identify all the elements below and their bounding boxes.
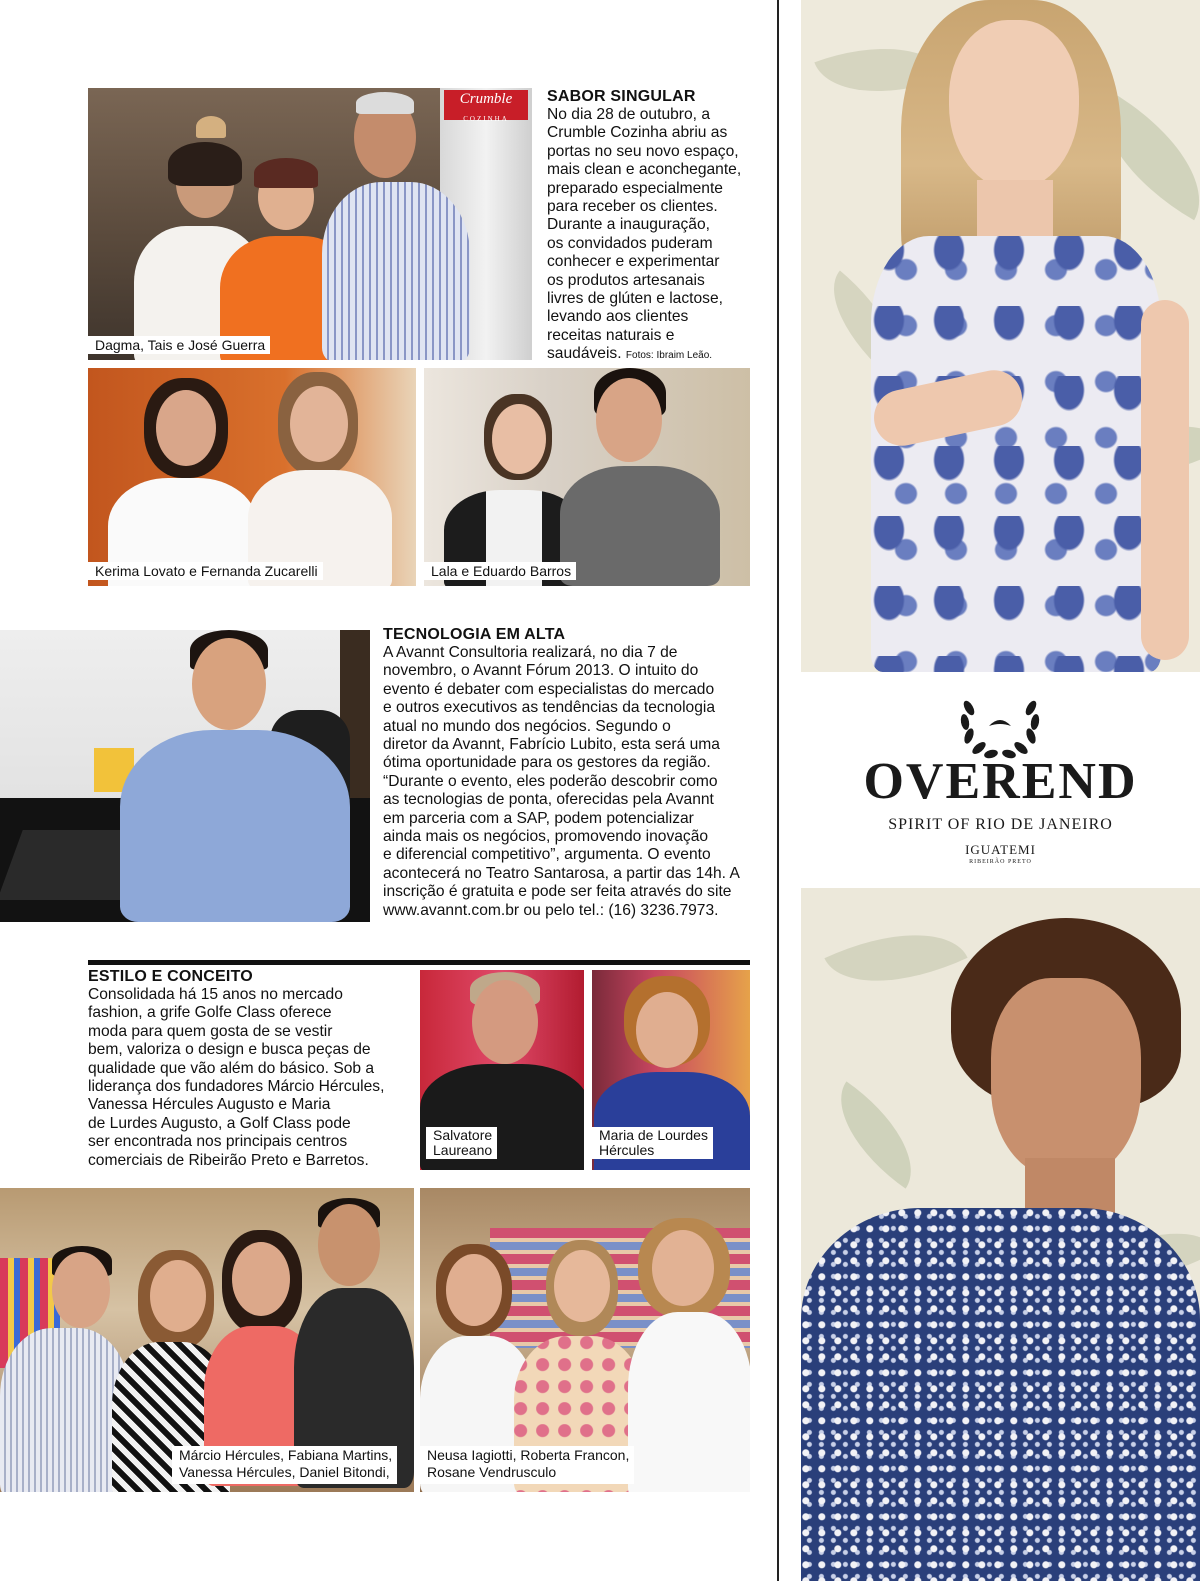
brand-name: OVEREND	[863, 753, 1138, 810]
sabor-body	[547, 106, 767, 345]
sabor-line: os produtos artesanais	[547, 271, 705, 289]
tecnologia-line: em parceria com a SAP, podem potencializar	[383, 809, 694, 827]
estilo-line: moda para quem gosta de se vestir	[88, 1022, 333, 1040]
caption-group2: Neusa Iagiotti, Roberta Francon, Rosane Vendrusculo	[420, 1446, 634, 1484]
caption-photo2: Kerima Lovato e Fernanda Zucarelli	[88, 562, 323, 580]
tecnologia-line: diretor da Avannt, Fabrício Lubito, esta será uma	[383, 736, 720, 754]
sabor-line: Durante a inauguração,	[547, 216, 710, 234]
tecnologia-line: novembro, o Avannt Fórum 2013. O intuito do	[383, 662, 699, 680]
caption-maria: Maria de Lourdes Hércules	[592, 1127, 713, 1159]
tecnologia-body	[383, 644, 755, 920]
estilo-line: Vanessa Hércules Augusto e Maria	[88, 1096, 331, 1114]
photo-maria-de-lourdes	[592, 970, 750, 1170]
model-shirt-floral	[801, 1208, 1200, 1581]
photo-credit: Fotos: Ibraim Leão.	[625, 350, 713, 362]
photo-fabricio-desk	[0, 630, 370, 922]
photo-dagma-tais-jose	[88, 88, 532, 360]
estilo-line: liderança dos fundadores Márcio Hércules,	[88, 1078, 385, 1096]
estilo-body	[88, 986, 408, 1170]
article-estilo	[88, 968, 408, 1170]
estilo-line: Consolidada há 15 anos no mercado	[88, 986, 343, 1003]
crumble-sign: Crumble COZINHA	[444, 90, 528, 120]
tecnologia-line: “Durante o evento, eles poderão descobrir como	[383, 772, 718, 790]
tecnologia-line: ainda mais os negócios, promovendo inovação	[383, 828, 709, 846]
model-face	[949, 20, 1079, 190]
estilo-line: fashion, a grife Golfe Class oferece	[88, 1004, 332, 1022]
sabor-line: No dia 28 de outubro, a	[547, 106, 710, 123]
overend-logo	[801, 680, 1200, 880]
tecnologia-line: A Avannt Consultoria realizará, no dia 7 de	[383, 644, 678, 661]
sabor-line: portas no seu novo espaço,	[547, 142, 739, 160]
photo-group-neusa	[420, 1188, 750, 1492]
tecnologia-line: atual no mundo dos negócios. Segundo o	[383, 717, 671, 735]
ad-photo-woman	[801, 0, 1200, 672]
sabor-line: mais clean e aconchegante,	[547, 161, 742, 179]
brand-tagline: SPIRIT OF RIO DE JANEIRO	[888, 816, 1113, 833]
sabor-line: receitas naturais e	[547, 326, 675, 344]
estilo-line: qualidade que vão além do básico. Sob a	[88, 1059, 375, 1077]
tecnologia-line: as tecnologias de ponta, oferecidas pela Avannt	[383, 791, 714, 809]
sabor-line: os convidados puderam	[547, 234, 713, 252]
lamp	[196, 116, 226, 138]
sabor-line: conhecer e experimentar	[547, 253, 720, 271]
sabor-line: livres de glúten e lactose,	[547, 290, 723, 308]
photo-lala-eduardo	[424, 368, 750, 586]
page-divider	[777, 0, 779, 1581]
brand-city: RIBEIRÃO PRETO	[969, 859, 1032, 865]
heading-estilo: ESTILO E CONCEITO	[88, 968, 253, 985]
caption-group1: Márcio Hércules, Fabiana Martins, Vanessa Hércules, Daniel Bitondi,	[172, 1446, 397, 1484]
article-tecnologia	[383, 626, 755, 920]
photo-salvatore	[420, 970, 584, 1170]
sabor-line: Crumble Cozinha abriu as	[547, 124, 728, 142]
tecnologia-line: ótima oportunidade para os gestores da região.	[383, 754, 711, 772]
model-face-man	[991, 978, 1141, 1178]
photo-group-marcio	[0, 1188, 414, 1492]
tecnologia-line: e diferencial competitivo”, argumenta. O evento	[383, 846, 711, 864]
tecnologia-line: evento é debater com especialistas do mercado	[383, 680, 715, 698]
estilo-line: ser encontrada nos principais centros	[88, 1133, 348, 1151]
article-sabor-singular	[547, 88, 767, 366]
sabor-line: levando aos clientes	[547, 308, 689, 326]
sabor-line: para receber os clientes.	[547, 198, 718, 216]
section-rule	[88, 960, 750, 965]
tecnologia-line: acontecerá no Teatro Santarosa, a partir das 14h. A	[383, 864, 740, 882]
model-top-paisley	[871, 236, 1161, 672]
estilo-line: comerciais de Ribeirão Preto e Barretos.	[88, 1151, 369, 1169]
tecnologia-line: www.avannt.com.br ou pelo tel.: (16) 3236.7973.	[383, 901, 719, 919]
estilo-line: de Lurdes Augusto, a Golf Class pode	[88, 1114, 351, 1132]
brand-location: IGUATEMI	[965, 842, 1036, 857]
caption-photo1: Dagma, Tais e José Guerra	[88, 336, 270, 354]
caption-photo3: Lala e Eduardo Barros	[424, 562, 576, 580]
tecnologia-line: inscrição é gratuita e pode ser feita através do site	[383, 883, 732, 901]
sabor-last-line: saudáveis. Fotos: Ibraim Leão.	[547, 345, 713, 363]
photo-kerima-fernanda	[88, 368, 416, 586]
ad-photo-man	[801, 888, 1200, 1581]
heading-tecnologia: TECNOLOGIA EM ALTA	[383, 626, 566, 643]
tecnologia-line: e outros executivos as tendências da tecnologia	[383, 699, 716, 717]
estilo-line: bem, valoriza o design e busca peças de	[88, 1041, 371, 1059]
sabor-line: preparado especialmente	[547, 179, 723, 197]
heading-sabor-singular: SABOR SINGULAR	[547, 88, 696, 105]
caption-salvatore: Salvatore Laureano	[426, 1127, 497, 1159]
